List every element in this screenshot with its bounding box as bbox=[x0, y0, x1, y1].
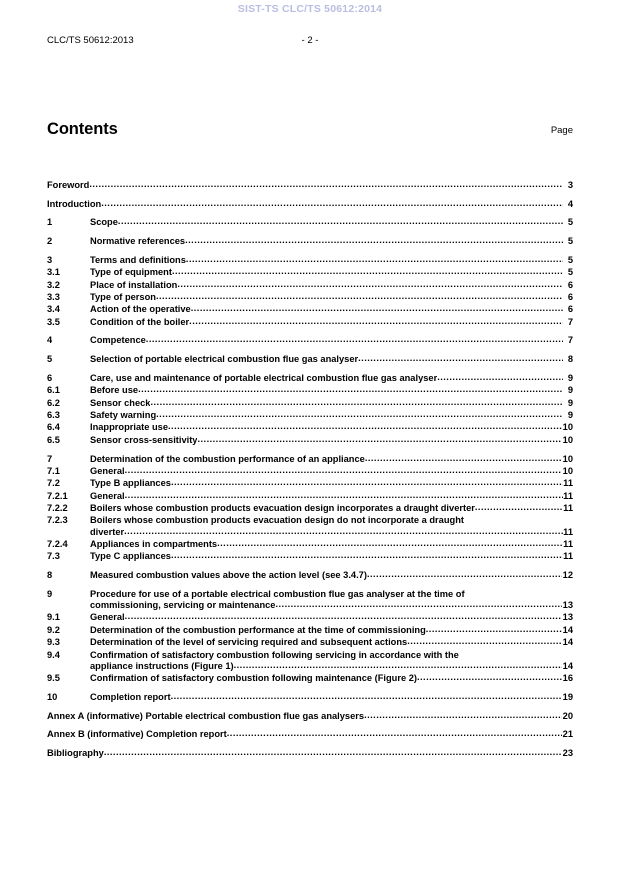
toc-entry-page-number: 14 bbox=[562, 624, 573, 635]
toc-entry-title: Type C appliances bbox=[90, 551, 171, 562]
toc-entry-number: 7.2.2 bbox=[47, 503, 68, 514]
toc-entry[interactable] bbox=[47, 466, 573, 477]
toc-dot-leader bbox=[101, 198, 562, 209]
toc-entry-title: Before use bbox=[90, 385, 139, 396]
toc-entry[interactable] bbox=[47, 673, 573, 684]
toc-entry-number: 9.2 bbox=[47, 624, 60, 635]
toc-dot-leader bbox=[417, 672, 562, 683]
toc-entry-number: 3.1 bbox=[47, 267, 60, 278]
toc-entry-page-number: 7 bbox=[567, 316, 573, 327]
toc-entry[interactable] bbox=[47, 637, 573, 648]
toc-entry[interactable] bbox=[47, 748, 573, 759]
toc-entry-number: 10 bbox=[47, 691, 58, 702]
toc-entry[interactable] bbox=[47, 422, 573, 433]
toc-dot-leader bbox=[172, 266, 563, 277]
toc-entry[interactable] bbox=[47, 491, 573, 502]
toc-dot-leader bbox=[89, 179, 562, 190]
toc-entry-title: Inappropriate use bbox=[90, 422, 169, 433]
toc-entry-title: General bbox=[90, 465, 125, 476]
toc-entry-title: General bbox=[90, 612, 125, 623]
toc-entry-number: 1 bbox=[47, 217, 53, 228]
toc-entry-title: Determination of the level of servicing required and subsequent actions bbox=[90, 637, 408, 648]
toc-entry[interactable] bbox=[47, 255, 573, 266]
toc-entry-title: Introduction bbox=[47, 198, 102, 209]
toc-entry-page-number: 9 bbox=[567, 385, 573, 396]
toc-dot-leader bbox=[367, 569, 562, 580]
toc-entry-number: 7.1 bbox=[47, 465, 60, 476]
toc-entry-page-number: 16 bbox=[562, 673, 573, 684]
toc-entry-title: Terms and definitions bbox=[90, 254, 186, 265]
toc-dot-leader bbox=[365, 453, 562, 464]
toc-entry-continuation[interactable] bbox=[47, 600, 573, 611]
toc-entry-title: Appliances in compartments bbox=[90, 539, 218, 550]
toc-entry-number: 7.2.1 bbox=[47, 490, 68, 501]
toc-entry-page-number: 6 bbox=[567, 304, 573, 315]
toc-dot-leader bbox=[191, 303, 563, 314]
toc-entry[interactable] bbox=[47, 711, 573, 722]
toc-entry-page-number: 21 bbox=[562, 729, 573, 740]
toc-entry-page-number: 3 bbox=[567, 180, 573, 190]
toc-dot-leader bbox=[234, 660, 563, 671]
toc-dot-leader bbox=[475, 502, 563, 513]
toc-entry-page-number: 20 bbox=[562, 710, 573, 721]
toc-entry-number: 9 bbox=[47, 588, 53, 599]
toc-entry-number: 6.1 bbox=[47, 385, 60, 396]
toc-entry-number: 3.5 bbox=[47, 316, 60, 327]
toc-entry-page-number: 11 bbox=[563, 539, 573, 550]
toc-entry-number: 9.1 bbox=[47, 612, 60, 623]
page-title: Contents bbox=[47, 120, 118, 138]
toc-entry-title: Type B appliances bbox=[90, 478, 171, 489]
toc-entry-page-number: 11 bbox=[563, 503, 573, 514]
toc-entry-number: 3.4 bbox=[47, 304, 60, 315]
toc-dot-leader bbox=[275, 599, 562, 610]
toc-dot-leader bbox=[138, 384, 562, 395]
toc-entry[interactable] bbox=[47, 292, 573, 303]
toc-entry-title: Bibliography bbox=[47, 748, 104, 759]
toc-entry-title: Boilers whose combustion products evacuation design incorporates a draught diverter bbox=[90, 503, 475, 514]
toc-entry-page-number: 11 bbox=[563, 478, 573, 489]
toc-entry-number: 5 bbox=[47, 354, 53, 365]
toc-dot-leader bbox=[197, 434, 562, 445]
toc-dot-leader bbox=[185, 235, 562, 246]
toc-entry-title: Scope bbox=[90, 217, 118, 228]
toc-entry-page-number: 8 bbox=[567, 354, 573, 365]
toc-dot-leader bbox=[125, 611, 563, 622]
toc-entry-page-number: 7 bbox=[567, 335, 573, 346]
toc-entry-page-number: 14 bbox=[562, 637, 573, 648]
toc-entry-title-line2: diverter bbox=[90, 526, 125, 537]
toc-entry-number: 6.4 bbox=[47, 422, 60, 433]
toc-entry-page-number: 23 bbox=[562, 748, 573, 759]
header-document-id: CLC/TS 50612:2013 bbox=[47, 35, 134, 46]
toc-entry-number: 7 bbox=[47, 453, 53, 464]
toc-entry-title: Confirmation of satisfactory combustion following maintenance (Figure 2) bbox=[90, 673, 417, 684]
page-column-header: Page bbox=[550, 125, 573, 136]
toc-entry-title: General bbox=[90, 490, 125, 501]
toc-entry[interactable] bbox=[47, 335, 573, 346]
toc-entry-page-number: 9 bbox=[567, 410, 573, 421]
toc-dot-leader bbox=[156, 409, 562, 420]
toc-entry-title: Selection of portable electrical combustion flue gas analyser bbox=[90, 354, 359, 365]
toc-entry-page-number: 14 bbox=[562, 660, 573, 671]
table-of-contents bbox=[47, 180, 573, 759]
toc-entry-number: 7.3 bbox=[47, 551, 60, 562]
toc-entry-number: 9.5 bbox=[47, 673, 60, 684]
toc-entry-continuation[interactable] bbox=[47, 527, 573, 538]
toc-entry-page-number: 13 bbox=[562, 600, 573, 611]
toc-dot-leader bbox=[407, 636, 562, 647]
toc-entry[interactable] bbox=[47, 304, 573, 315]
toc-dot-leader bbox=[150, 397, 562, 408]
toc-entry-page-number: 11 bbox=[563, 551, 573, 562]
toc-entry[interactable] bbox=[47, 236, 573, 247]
toc-entry-number: 3.3 bbox=[47, 291, 60, 302]
toc-entry-title: Measured combustion values above the action level (see 3.4.7) bbox=[90, 570, 367, 581]
toc-entry[interactable] bbox=[47, 280, 573, 291]
toc-dot-leader bbox=[171, 691, 563, 702]
toc-entry-page-number: 10 bbox=[562, 453, 573, 464]
toc-entry[interactable] bbox=[47, 454, 573, 465]
toc-dot-leader bbox=[125, 465, 563, 476]
toc-entry-title: Confirmation of satisfactory combustion following servicing in accordance with the bbox=[90, 649, 459, 660]
toc-entry-number: 9.4 bbox=[47, 649, 60, 660]
toc-dot-leader bbox=[358, 353, 562, 364]
toc-entry-page-number: 4 bbox=[567, 198, 573, 209]
toc-entry-page-number: 10 bbox=[562, 434, 573, 445]
toc-entry-page-number: 11 bbox=[563, 526, 573, 537]
toc-entry[interactable] bbox=[47, 435, 573, 446]
toc-entry-number: 9.3 bbox=[47, 637, 60, 648]
toc-entry-title: Sensor cross-sensitivity bbox=[90, 434, 198, 445]
toc-entry-number: 3 bbox=[47, 254, 53, 265]
toc-entry[interactable] bbox=[47, 398, 573, 409]
toc-entry[interactable] bbox=[47, 570, 573, 581]
toc-entry-number: 7.2.4 bbox=[47, 539, 68, 550]
toc-entry-title: Determination of the combustion performance at the time of commissioning bbox=[90, 624, 426, 635]
toc-entry-page-number: 5 bbox=[567, 236, 573, 247]
toc-entry-page-number: 5 bbox=[567, 217, 573, 228]
toc-entry-title-line2: commissioning, servicing or maintenance bbox=[90, 600, 276, 611]
toc-entry-number: 6 bbox=[47, 372, 53, 383]
toc-entry[interactable] bbox=[47, 385, 573, 396]
toc-entry-page-number: 6 bbox=[567, 279, 573, 290]
toc-entry-number: 6.3 bbox=[47, 410, 60, 421]
toc-entry-title: Procedure for use of a portable electrical combustion flue gas analyser at the time of bbox=[90, 588, 465, 599]
toc-entry-page-number: 19 bbox=[562, 691, 573, 702]
toc-entry[interactable] bbox=[47, 410, 573, 421]
toc-entry-continuation[interactable] bbox=[47, 661, 573, 672]
toc-entry-title: Normative references bbox=[90, 236, 186, 247]
toc-dot-leader bbox=[426, 624, 562, 635]
toc-entry-number: 8 bbox=[47, 570, 53, 581]
toc-entry-number: 6.5 bbox=[47, 434, 60, 445]
toc-entry-page-number: 13 bbox=[562, 612, 573, 623]
toc-entry-title-line2: appliance instructions (Figure 1) bbox=[90, 660, 234, 671]
toc-entry[interactable] bbox=[47, 625, 573, 636]
toc-dot-leader bbox=[217, 538, 562, 549]
toc-entry[interactable] bbox=[47, 199, 573, 210]
toc-entry-title: Condition of the boiler bbox=[90, 316, 190, 327]
toc-dot-leader bbox=[227, 728, 562, 739]
toc-entry-title: Annex A (informative) Portable electrical combustion flue gas analysers bbox=[47, 710, 365, 721]
toc-dot-leader bbox=[171, 550, 563, 561]
toc-entry-title: Annex B (informative) Completion report bbox=[47, 729, 227, 740]
toc-entry-page-number: 6 bbox=[567, 291, 573, 302]
toc-dot-leader bbox=[168, 421, 562, 432]
toc-entry[interactable] bbox=[47, 478, 573, 489]
toc-entry[interactable] bbox=[47, 692, 573, 703]
toc-entry-number: 6.2 bbox=[47, 397, 60, 408]
toc-entry[interactable] bbox=[47, 539, 573, 550]
toc-dot-leader bbox=[156, 291, 563, 302]
toc-entry-page-number: 12 bbox=[562, 570, 573, 581]
running-header bbox=[47, 35, 573, 49]
toc-entry-number: 7.2 bbox=[47, 478, 60, 489]
toc-entry-title: Type of equipment bbox=[90, 267, 172, 278]
toc-entry-page-number: 5 bbox=[567, 267, 573, 278]
toc-entry[interactable] bbox=[47, 612, 573, 623]
toc-entry[interactable] bbox=[47, 180, 573, 191]
toc-entry-number: 7.2.3 bbox=[47, 515, 68, 526]
toc-entry-title: Type of person bbox=[90, 291, 156, 302]
toc-dot-leader bbox=[177, 279, 562, 290]
toc-entry-title: Foreword bbox=[47, 180, 90, 190]
toc-entry-number: 3.2 bbox=[47, 279, 60, 290]
toc-entry[interactable] bbox=[47, 551, 573, 562]
toc-entry-page-number: 9 bbox=[567, 372, 573, 383]
toc-dot-leader bbox=[437, 372, 562, 383]
toc-dot-leader bbox=[171, 477, 563, 488]
toc-entry-title: Sensor check bbox=[90, 397, 151, 408]
toc-entry-title: Action of the operative bbox=[90, 304, 191, 315]
toc-dot-leader bbox=[104, 747, 562, 758]
toc-entry-page-number: 5 bbox=[567, 254, 573, 265]
toc-entry[interactable] bbox=[47, 267, 573, 278]
toc-entry-title: Care, use and maintenance of portable electrical combustion flue gas analyser bbox=[90, 372, 438, 383]
toc-entry-title: Completion report bbox=[90, 691, 171, 702]
toc-dot-leader bbox=[125, 490, 563, 501]
toc-entry-page-number: 10 bbox=[562, 465, 573, 476]
toc-entry-page-number: 10 bbox=[562, 422, 573, 433]
toc-entry[interactable] bbox=[47, 217, 573, 228]
toc-dot-leader bbox=[146, 334, 563, 345]
toc-entry-title: Place of installation bbox=[90, 279, 178, 290]
toc-entry-number: 4 bbox=[47, 335, 53, 346]
toc-dot-leader bbox=[189, 316, 562, 327]
toc-entry[interactable] bbox=[47, 317, 573, 328]
toc-entry-title: Safety warning bbox=[90, 410, 157, 421]
toc-entry-number: 2 bbox=[47, 236, 53, 247]
toc-entry[interactable] bbox=[47, 729, 573, 740]
toc-entry-title: Determination of the combustion performance of an appliance bbox=[90, 453, 365, 464]
toc-dot-leader bbox=[364, 710, 562, 721]
header-page-folio: - 2 - bbox=[301, 35, 319, 46]
toc-entry-page-number: 11 bbox=[563, 490, 573, 501]
watermark-text: SIST-TS CLC/TS 50612:2014 bbox=[237, 3, 383, 15]
toc-entry[interactable] bbox=[47, 503, 573, 514]
toc-entry[interactable] bbox=[47, 373, 573, 384]
toc-entry-title: Competence bbox=[90, 335, 146, 346]
toc-dot-leader bbox=[118, 216, 563, 227]
toc-entry-title: Boilers whose combustion products evacuation design do not incorporate a draught bbox=[90, 515, 464, 526]
toc-dot-leader bbox=[186, 254, 563, 265]
toc-dot-leader bbox=[124, 526, 562, 537]
toc-entry-page-number: 9 bbox=[567, 397, 573, 408]
toc-entry[interactable] bbox=[47, 354, 573, 365]
